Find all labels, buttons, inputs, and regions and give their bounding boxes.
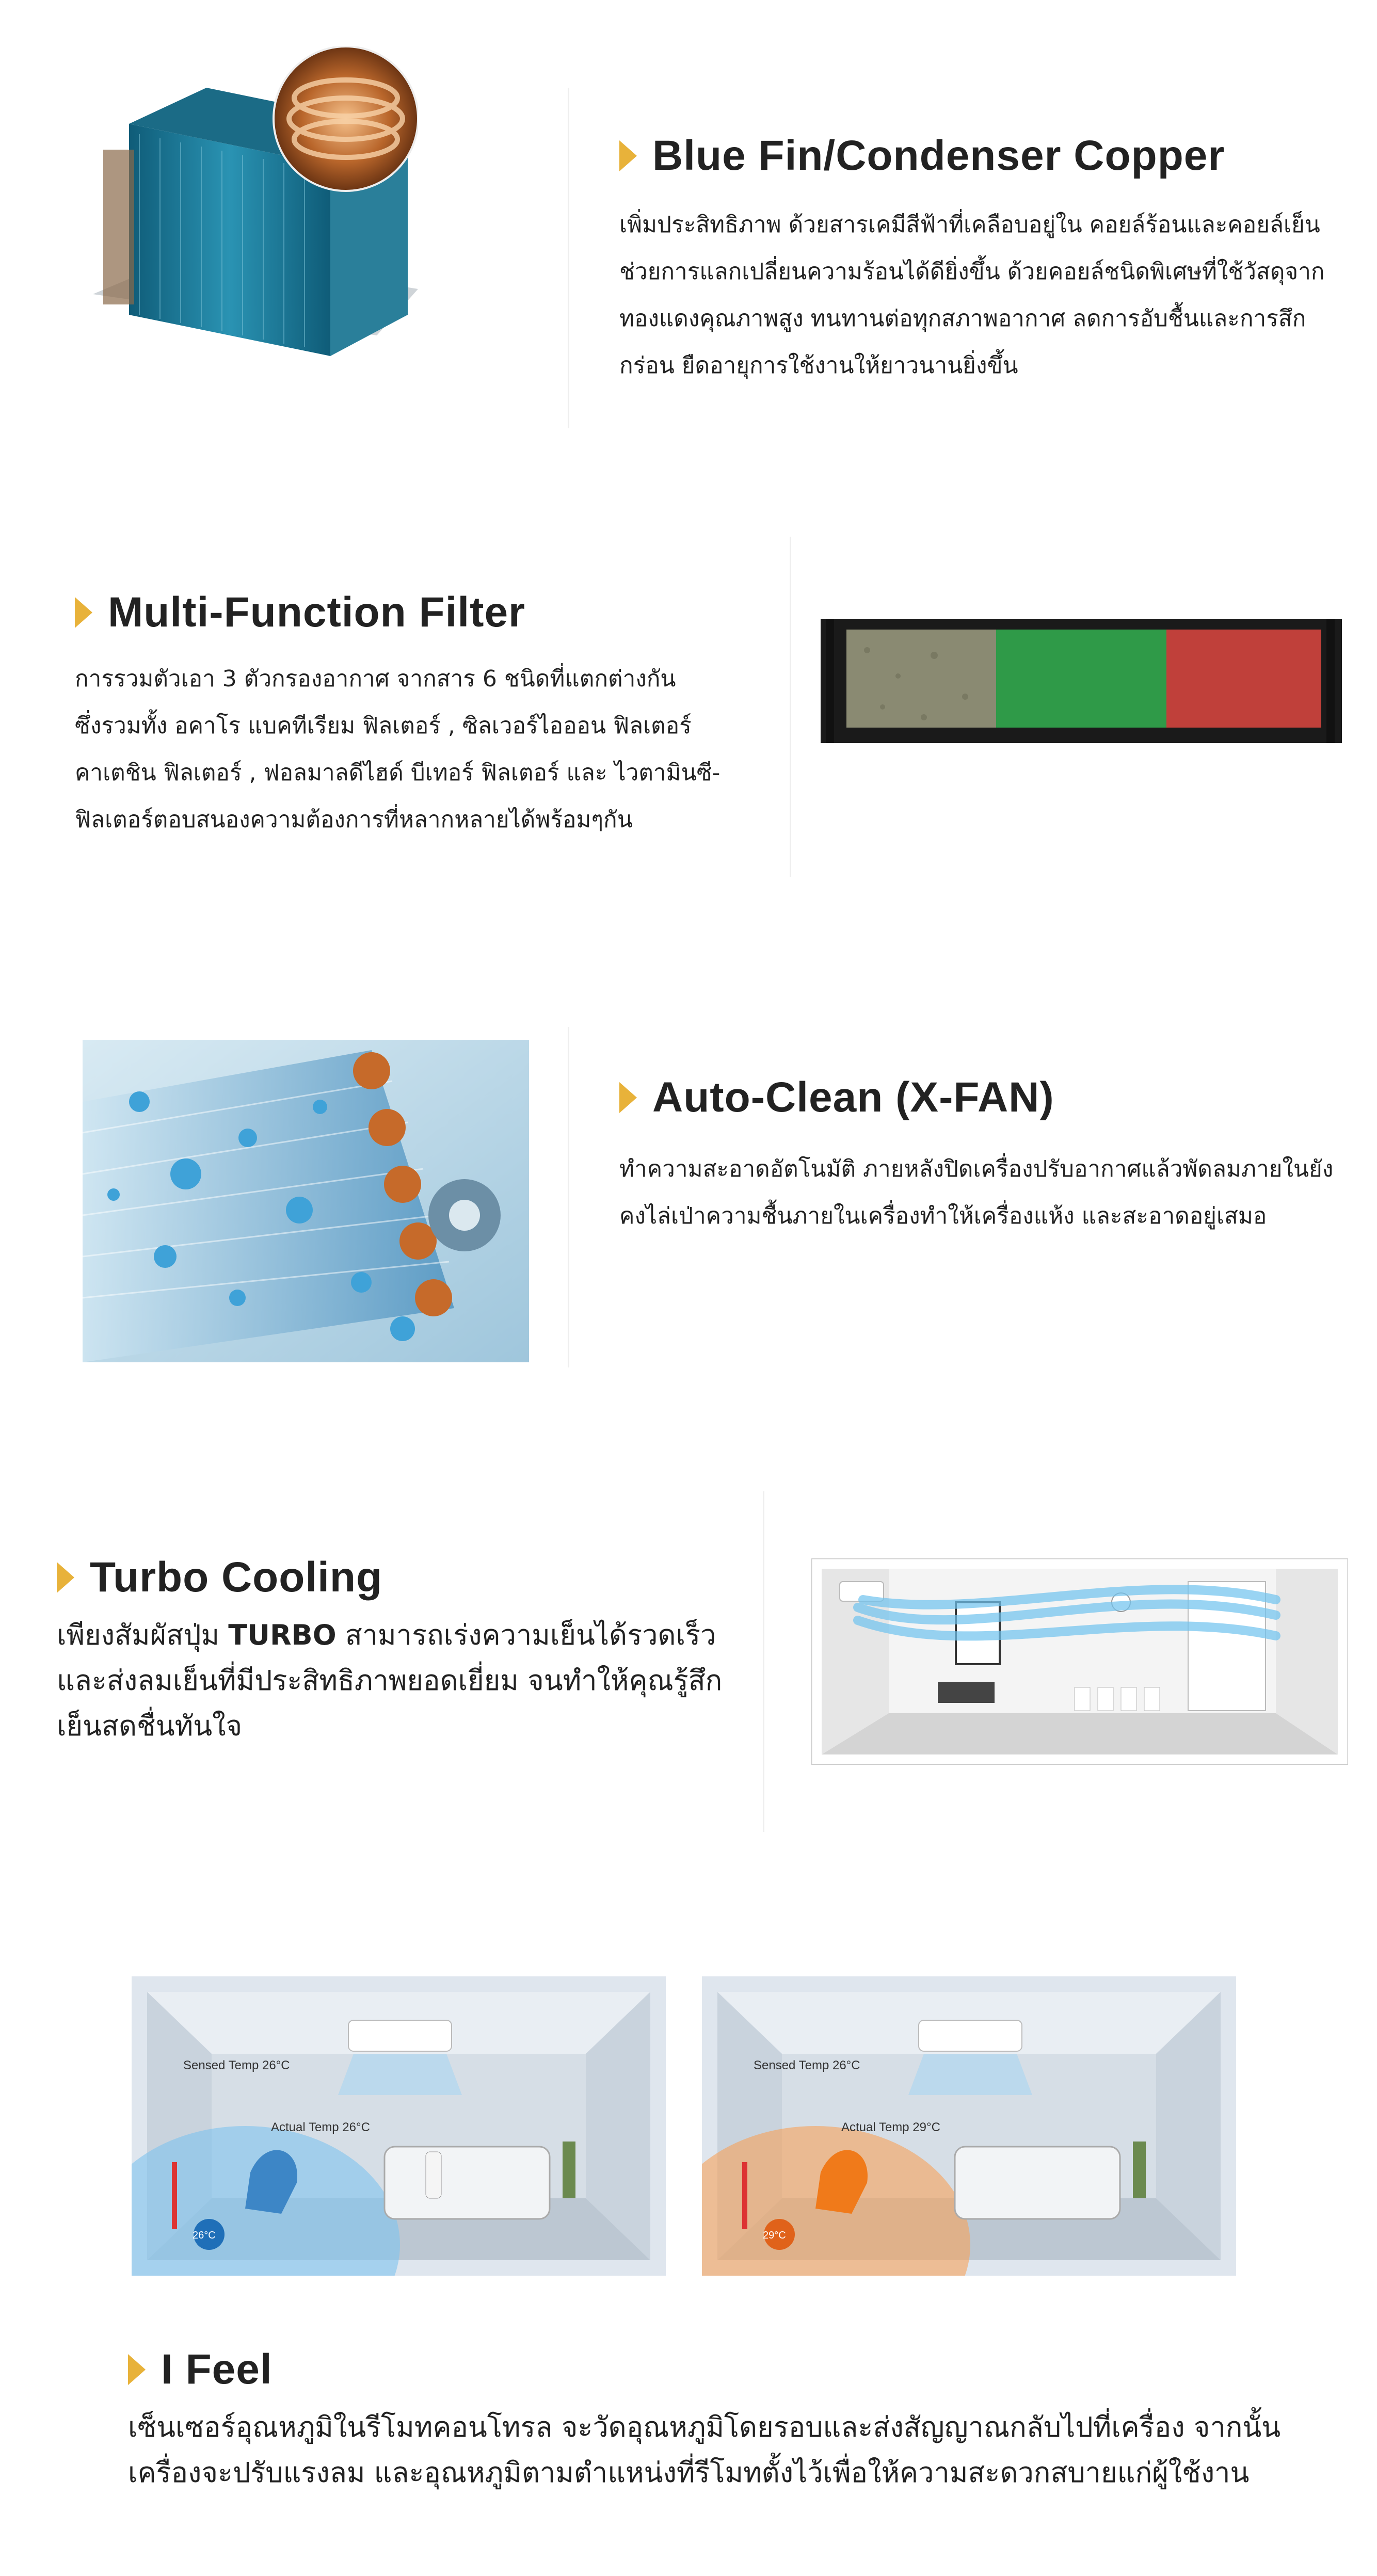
i-feel-title: I Feel [161,2346,273,2393]
i-feel-room-cool [132,1976,666,2276]
blue-fin-title: Blue Fin/Condenser Copper [652,132,1225,179]
text-line: ทำความสะอาดอัตโนมัติ ภายหลังปิดเครื่องปรับอากาศแล้วพัดลมภายในยัง [619,1156,1334,1182]
text-line [57,1613,722,1658]
turbo-line1-pre: เพียงสัมผัสปุ่ม [57,1619,229,1651]
i-feel-room-warm [702,1976,1236,2276]
blue-fin-heading [619,132,1225,180]
text-line: เซ็นเซอร์อุณหภูมิในรีโมทคอนโทรล จะวัดอุณหภูมิโดยรอบและส่งสัญญาณกลับไปที่เครื่อง จากนั้น [128,2411,1281,2443]
condenser-coil-image [88,46,418,387]
text-line: ช่วยการแลกเปลี่ยนความร้อนได้ดียิ่งขึ้น ด้วยคอยล์ชนิดพิเศษที่ใช้วัสดุจาก [619,259,1325,285]
temp-badge: 29°C [763,2230,786,2241]
triangle-bullet-icon [128,2354,146,2385]
filter-title: Multi-Function Filter [108,589,525,636]
text-line: ทองแดงคุณภาพสูง ทนทานต่อทุกสภาพอากาศ ลดการอับชื้นและการสึก [619,305,1306,332]
text-line: และส่งลมเย็นที่มีประสิทธิภาพยอดเยี่ยม จนทำให้คุณรู้สึก [57,1664,723,1697]
turbo-heading [57,1553,382,1602]
i-feel-description [128,2405,1280,2496]
auto-clean-title: Auto-Clean (X-FAN) [652,1074,1054,1121]
actual-temp-label: Actual Temp 29°C [841,2120,940,2134]
section-divider [790,537,791,877]
i-feel-heading [128,2345,273,2394]
auto-clean-heading [619,1073,1054,1122]
sensed-temp-label: Sensed Temp 26°C [183,2058,290,2072]
triangle-bullet-icon [619,1082,637,1113]
text-line: คาเตชิน ฟิลเตอร์ , ฟอลมาลดีไฮด์ บีเทอร์ ฟิลเตอร์ และ ไวตามินซี- [75,760,720,786]
turbo-description [57,1613,722,1749]
turbo-keyword: TURBO [228,1619,337,1651]
text-line: เย็นสดชื่นทันใจ [57,1710,243,1742]
text-line: กร่อน ยืดอายุการใช้งานให้ยาวนานยิ่งขึ้น [619,352,1018,379]
text-line: คงไล่เป่าความชื้นภายในเครื่องทำให้เครื่องแห้ง และสะอาดอยู่เสมอ [619,1203,1267,1229]
text-line: การรวมตัวเอา 3 ตัวกรองอากาศ จากสาร 6 ชนิดที่แตกต่างกัน [75,666,676,692]
filter-description [75,655,720,843]
actual-temp-label: Actual Temp 26°C [271,2120,370,2134]
turbo-room-image [811,1558,1348,1765]
filter-image [821,619,1342,743]
turbo-title: Turbo Cooling [90,1554,383,1601]
auto-clean-image [83,1040,529,1362]
text-line: เครื่องจะปรับแรงลม และอุณหภูมิตามตำแหน่งที่รีโมทตั้งไว้เพื่อให้ความสะดวกสบายแก่ผู้ใช้งาน [128,2456,1250,2489]
section-divider [568,1027,569,1367]
blue-fin-description [619,201,1325,389]
section-divider [568,88,569,428]
temp-badge: 26°C [193,2230,216,2241]
sensed-temp-label: Sensed Temp 26°C [754,2058,860,2072]
triangle-bullet-icon [75,597,92,628]
text-line: ซึ่งรวมทั้ง อคาโร แบคทีเรียม ฟิลเตอร์ , ซิลเวอร์ไอออน ฟิลเตอร์ [75,713,692,739]
text-line: เพิ่มประสิทธิภาพ ด้วยสารเคมีสีฟ้าที่เคลือบอยู่ใน คอยล์ร้อนและคอยล์เย็น [619,212,1320,238]
section-divider [763,1491,764,1832]
turbo-line1-post: สามารถเร่งความเย็นได้รวดเร็ว [336,1619,716,1651]
triangle-bullet-icon [619,140,637,171]
text-line: ฟิลเตอร์ตอบสนองความต้องการที่หลากหลายได้พร้อมๆกัน [75,807,633,833]
auto-clean-description [619,1146,1333,1239]
triangle-bullet-icon [57,1562,74,1593]
filter-heading [75,588,525,637]
